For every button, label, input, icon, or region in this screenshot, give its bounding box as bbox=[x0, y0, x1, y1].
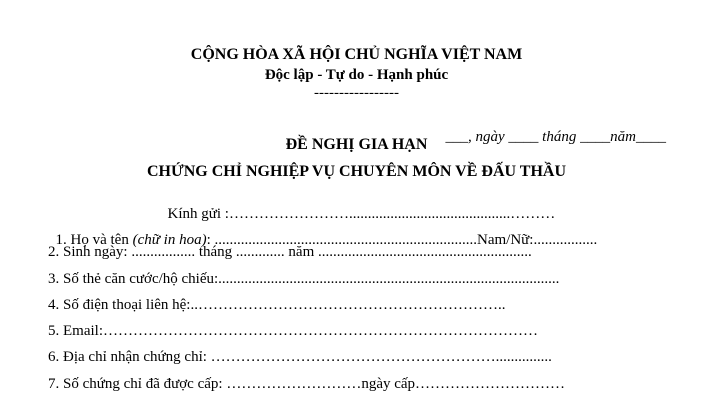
full-name-rest: : ......................................................................Nam/Nữ:................. bbox=[206, 232, 598, 248]
field-phone[interactable]: 4. Số điện thoại liên hệ:..…………………………………………………….. bbox=[48, 297, 506, 313]
document-subtitle: CHỨNG CHỈ NGHIỆP VỤ CHUYÊN MÔN VỀ ĐẤU THẦU bbox=[147, 163, 566, 180]
motto: Độc lập - Tự do - Hạnh phúc bbox=[264, 67, 449, 83]
national-title: CỘNG HÒA XÃ HỘI CHỦ NGHĨA VIỆT NAM bbox=[190, 46, 523, 63]
header-separator: ----------------- bbox=[314, 85, 399, 101]
date-day-blank[interactable]: ____ bbox=[508, 129, 539, 145]
full-name-hint: (chữ in hoa) bbox=[132, 232, 207, 248]
date-year-label: năm bbox=[610, 129, 636, 145]
date-day-label: , ngày bbox=[468, 129, 505, 145]
date-place-blank[interactable]: ___ bbox=[445, 129, 468, 145]
field-id-number[interactable]: 3. Số thẻ căn cước/hộ chiếu:........................................................................................... bbox=[48, 271, 560, 287]
field-date-of-birth[interactable]: 2. Sinh ngày: ................. tháng ............. năm ......................................................... bbox=[48, 244, 532, 260]
date-month-label: tháng bbox=[542, 129, 577, 145]
date-year-blank[interactable]: ____ bbox=[635, 129, 666, 145]
full-name-label: 1. Họ và tên bbox=[55, 232, 133, 248]
field-certificate-number[interactable]: 7. Số chứng chỉ đã được cấp: ………………………ngày cấp………………………… bbox=[48, 376, 566, 392]
document-title: ĐỀ NGHỊ GIA HẠN bbox=[285, 136, 428, 153]
field-email[interactable]: 5. Email:…………………………………………………………………………… bbox=[48, 323, 538, 339]
recipient-label: Kính gửi : bbox=[167, 206, 229, 222]
field-address[interactable]: 6. Địa chỉ nhận chứng chỉ: …………………………………………………............... bbox=[48, 349, 552, 365]
recipient-field[interactable]: ……………………...........................................……… bbox=[228, 206, 556, 222]
date-month-blank[interactable]: ____ bbox=[580, 129, 611, 145]
